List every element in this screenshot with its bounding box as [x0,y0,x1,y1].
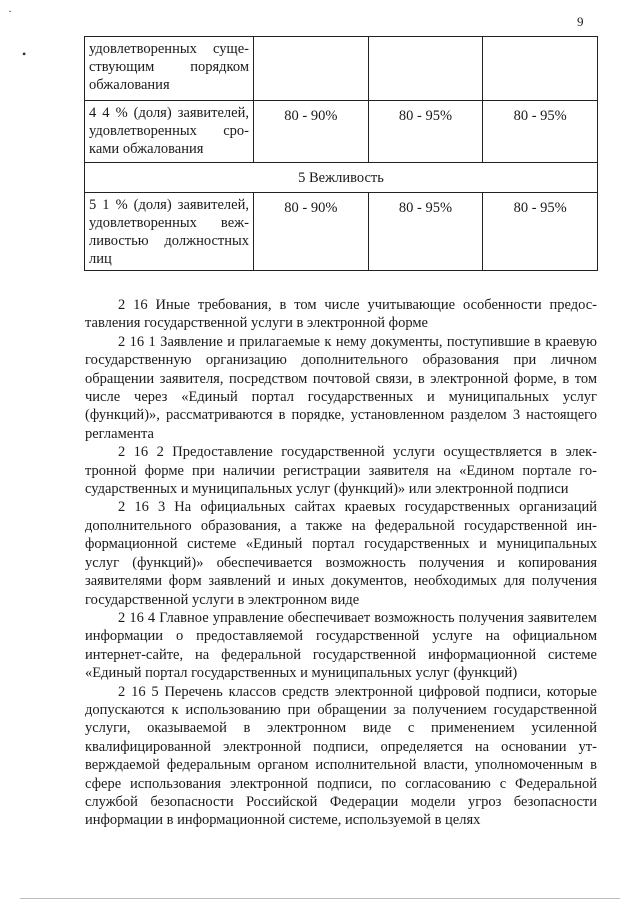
indicators-table [84,36,598,271]
indicator-value: 80 - 95% [483,193,598,271]
indicator-name: 4 4 % (доля) заявителей, удовлетворенных сроками обжалования [85,101,254,163]
indicator-value [368,37,483,101]
paragraph: 2 16 5 Перечень классов средств электронной цифровой подписи, которые допускаются к использованию при обращении за получением государственной услуги, оказываемой в электронном виде с применением усиленной квалифицированной электронной подписи, определяется на основании утверждаемой федеральным органом исполнительной власти, уполномоченным в сфере использования электронной подписи, по согласованию с Федеральной службой безопасности Российской Федерации модели угроз безопасности информации в информационной системе, используемой в целях [85,683,597,829]
indicator-value: 80 - 95% [368,101,483,163]
indicator-value: 80 - 90% [254,101,369,163]
scan-mark: · [8,4,12,18]
paragraph: 2 16 2 Предоставление государственной услуги осуществляется в электронной форме при наличии регистрации заявителя на «Едином портале государственных и муниципальных услуг (функций)» или электронной подписи [85,444,597,498]
document-body [85,296,597,830]
scan-edge-line [20,898,620,899]
page-number: 9 [577,14,584,29]
paragraph: 2 16 3 На официальных сайтах краевых государственных организаций дополнительного образования, а также на федеральной государственной информационной системе «Единый портал государственных и муниципальных услуг (функций)» обеспечивается возможность получения и копирования заявителями форм заявлений и иных документов, необходимых для получения государственной услуги в электронном виде [85,499,597,608]
table-row [85,37,598,101]
paragraph: 2 16 1 Заявление и прилагаемые к нему документы, поступившие в краевую государственную организацию дополнительного образования при личном обращении заявителя, посредством почтовой связи, в электронной форме, в том числе через «Единый портал государственных и муниципальных услуг (функций)», рассматриваются в порядке, установленном разделом 3 настоящего регламента [85,333,597,442]
indicator-value [254,37,369,101]
indicator-value: 80 - 95% [368,193,483,271]
indicator-value [483,37,598,101]
scan-mark: • [22,47,27,61]
indicator-value: 80 - 90% [254,193,369,271]
indicator-name: 5 1 % (доля) заявителей, удовлетворенных вежливостью должностных лиц [85,193,254,271]
table-row [85,193,598,271]
indicator-value: 80 - 95% [483,101,598,163]
paragraph: 2 16 4 Главное управление обеспечивает возможность получения заявителем информации о предоставляемой государственной услуге на официальном интернет-сайте, на федеральной государственной информационной системе «Единый портал государственных и муниципальных услуг (функций) [85,609,597,682]
indicator-name: удовлетворенных существующим порядком обжалования [85,37,254,101]
table-row [85,101,598,163]
paragraph: 2 16 Иные требования, в том числе учитывающие особенности предоставления государственной услуги в электронной форме [85,297,597,332]
table-section-row [85,163,598,193]
section-title: 5 Вежливость [85,163,598,193]
